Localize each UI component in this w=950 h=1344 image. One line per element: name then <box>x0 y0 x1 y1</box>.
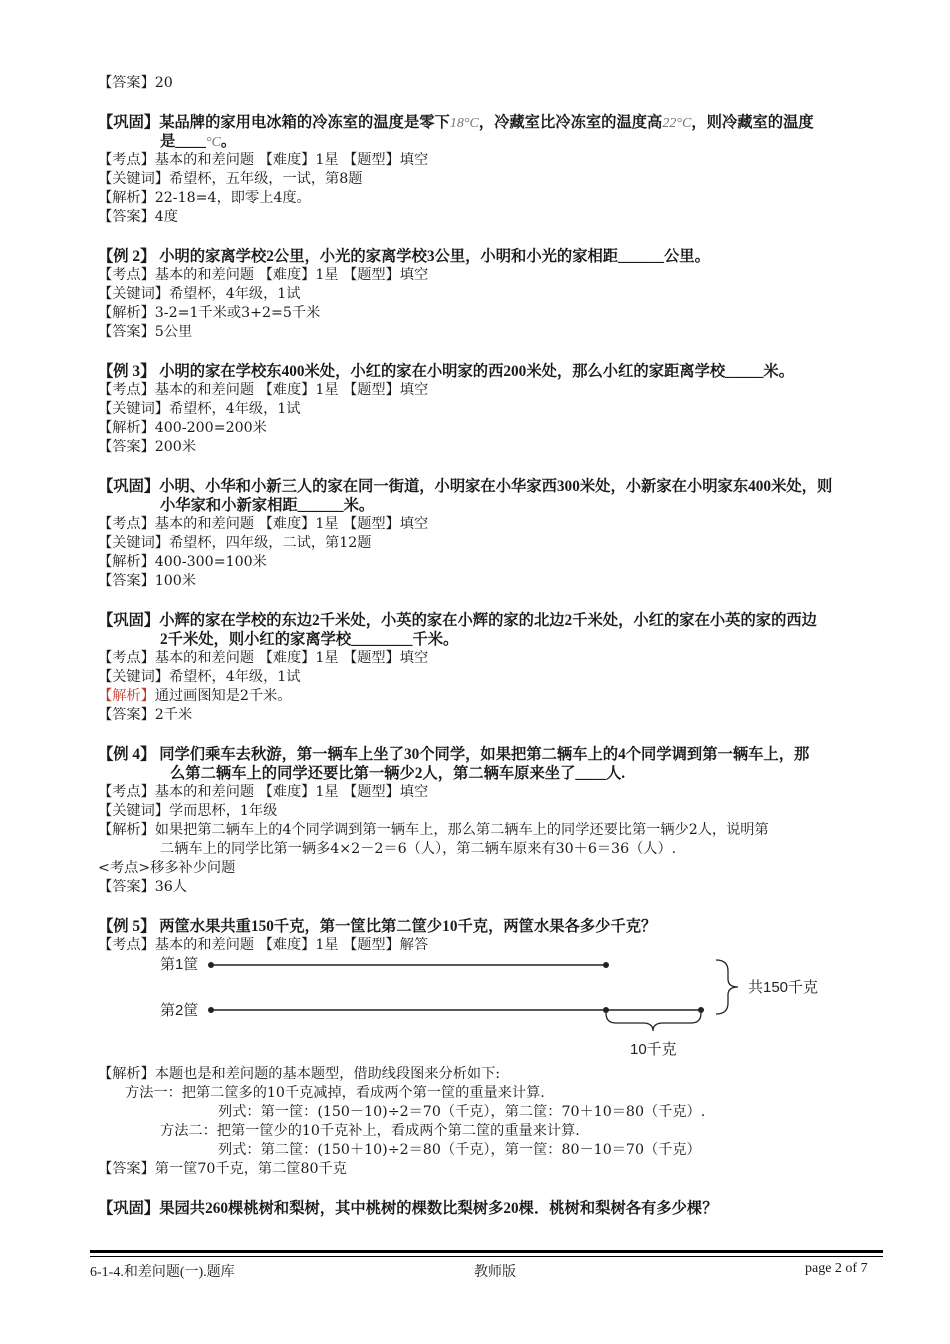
temperature-value: 18°C <box>449 116 479 131</box>
analysis-tag: 【解析】 <box>98 688 155 704</box>
method-two-formula: 列式：第二筐：(150＋10)÷2＝80（千克），第一筐：80－10＝70（千克） <box>218 1142 701 1158</box>
total-brace <box>716 960 738 1014</box>
method-one: 方法一：把第二筐多的10千克减掉，看成两个第一筐的重量来计算. <box>125 1085 545 1101</box>
example-question: 【例 5】 两筐水果共重150千克，第一筐比第二筐少10千克，两筐水果各多少千克？ <box>98 918 657 935</box>
answer-line: 【答案】第一筐70千克，第二筐80千克 <box>98 1161 347 1177</box>
topic-line: 【考点】基本的和差问题 【难度】1星 【题型】填空 <box>98 784 429 800</box>
footer-page-number: page 2 of 7 <box>805 1261 868 1276</box>
total-label: 共150千克 <box>748 979 819 996</box>
document-body <box>98 74 888 1218</box>
temperature-unit: °C <box>205 135 221 150</box>
analysis-line: 【解析】22-18=4，即零上4度。 <box>98 190 311 206</box>
topic-line: 【考点】基本的和差问题 【难度】1星 【题型】填空 <box>98 382 429 398</box>
footer-rule <box>90 1250 883 1253</box>
difference-label: 10千克 <box>630 1041 677 1058</box>
keywords-line: 【关键词】学而思杯，1年级 <box>98 803 278 819</box>
answer-line: 【答案】20 <box>98 75 173 91</box>
segment-endpoint <box>208 1007 214 1013</box>
example-question: 【例 2】 小明的家离学校2公里，小光的家离学校3公里，小明和小光的家相距______公里。 <box>98 248 710 265</box>
temperature-value: 22°C <box>662 116 692 131</box>
question-continuation: 是____°C。 <box>160 133 237 150</box>
example-question: 【例 3】 小明的家在学校东400米处，小红的家在小明家的西200米处，那么小红的家距离学校_____米。 <box>98 363 795 380</box>
basket1-label: 第1筐 <box>160 956 199 973</box>
answer-line: 【答案】100米 <box>98 573 197 589</box>
segment-endpoint <box>698 1007 704 1013</box>
topic-line: 【考点】基本的和差问题 【难度】1星 【题型】解答 <box>98 937 429 953</box>
analysis-line: 【解析】通过画图知是2千米。 <box>98 688 292 704</box>
consolidation-question: 【巩固】某品牌的家用电冰箱的冷冻室的温度是零下18°C，冷藏室比冷冻室的温度高22°C，则冷藏室的温度 <box>98 114 814 131</box>
question-continuation: 2千米处，则小红的家离学校________千米。 <box>160 631 459 648</box>
question-continuation: 么第二辆车上的同学还要比第一辆少2人，第二辆车原来坐了____人. <box>170 765 626 782</box>
answer-line: 【答案】2千米 <box>98 707 193 723</box>
topic-line: 【考点】基本的和差问题 【难度】1星 【题型】填空 <box>98 650 429 666</box>
keywords-line: 【关键词】希望杯，4年级，1试 <box>98 401 301 417</box>
consolidation-question: 【巩固】小明、小华和小新三人的家在同一街道，小明家在小华家西300米处，小新家在小明家东400米处，则 <box>98 478 833 495</box>
keywords-line: 【关键词】希望杯，五年级，一试，第8题 <box>98 171 363 187</box>
question-continuation: 小华家和小新家相距______米。 <box>160 497 375 514</box>
answer-line: 【答案】200米 <box>98 439 197 455</box>
analysis-line: 【解析】400-300=100米 <box>98 554 267 570</box>
answer-line: 【答案】5公里 <box>98 324 193 340</box>
footer-title: 6-1-4.和差问题(一).题库 <box>90 1265 235 1280</box>
keywords-line: 【关键词】希望杯，4年级，1试 <box>98 669 301 685</box>
analysis-line: 【解析】本题也是和差问题的基本题型，借助线段图来分析如下: <box>98 1066 501 1082</box>
analysis-line: 【解析】如果把第二辆车上的4个同学调到第一辆车上，那么第二辆车上的同学还要比第一辆少2人，说明第 <box>98 822 769 838</box>
analysis-line: 【解析】3-2=1千米或3+2=5千米 <box>98 305 321 321</box>
segment-diagram <box>98 955 888 1065</box>
consolidation-question: 【巩固】果园共260棵桃树和梨树，其中桃树的棵数比梨树多20棵．桃树和梨树各有多少棵？ <box>98 1200 718 1217</box>
keywords-line: 【关键词】希望杯，4年级，1试 <box>98 286 301 302</box>
footer-rule <box>90 1256 883 1257</box>
consolidation-question: 【巩固】小辉的家在学校的东边2千米处，小英的家在小辉的家的北边2千米处，小红的家在小英的家的西边 <box>98 612 817 629</box>
segment-diagram-svg <box>98 955 888 1065</box>
basket2-label: 第2筐 <box>160 1002 199 1019</box>
answer-line: 【答案】36人 <box>98 879 187 895</box>
topic-line: 【考点】基本的和差问题 【难度】1星 【题型】填空 <box>98 267 429 283</box>
difference-brace <box>606 1013 701 1031</box>
segment-endpoint <box>603 962 609 968</box>
example-question: 【例 4】 同学们乘车去秋游，第一辆车上坐了30个同学，如果把第二辆车上的4个同学调到第一辆车上，那 <box>98 746 810 763</box>
method-two: 方法二：把第一筐少的10千克补上，看成两个第二筐的重量来计算. <box>160 1123 580 1139</box>
segment-endpoint <box>208 962 214 968</box>
keywords-line: 【关键词】希望杯，四年级，二试，第12题 <box>98 535 372 551</box>
topic-note: <考点>移多补少问题 <box>98 860 236 876</box>
footer-edition: 教师版 <box>474 1265 516 1280</box>
analysis-continuation: 二辆车上的同学比第一辆多4×2－2＝6（人），第二辆车原来有30＋6＝36（人）. <box>160 841 677 857</box>
segment-endpoint <box>603 1007 609 1013</box>
topic-line: 【考点】基本的和差问题 【难度】1星 【题型】填空 <box>98 516 429 532</box>
method-one-formula: 列式：第一筐：(150－10)÷2＝70（千克），第二筐：70＋10＝80（千克）. <box>218 1104 706 1120</box>
answer-line: 【答案】4度 <box>98 209 178 225</box>
analysis-line: 【解析】400-200=200米 <box>98 420 267 436</box>
topic-line: 【考点】基本的和差问题 【难度】1星 【题型】填空 <box>98 152 429 168</box>
